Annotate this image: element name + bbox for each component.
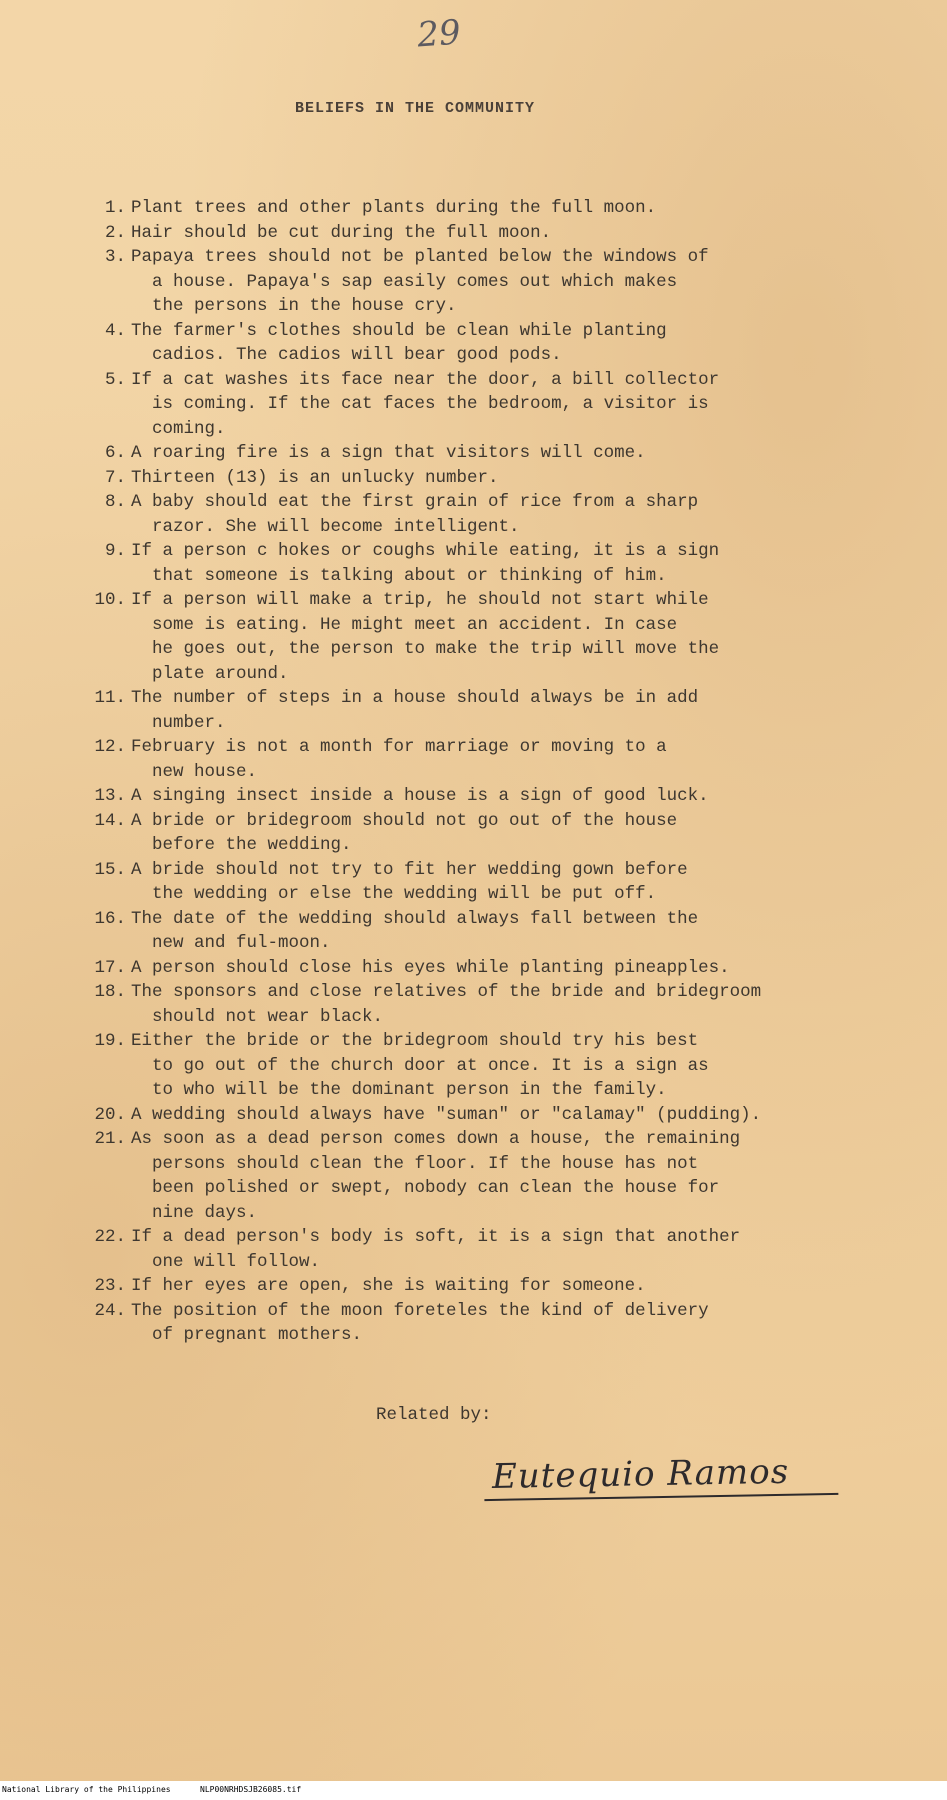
belief-text: The number of steps in a house should always be in add number. [131,688,699,733]
belief-item [70,980,920,1029]
scan-footer [0,1781,947,1800]
footer-file-name: NLP00NRHDSJB26085.tif [200,1785,302,1794]
belief-number: 9. [104,541,126,561]
belief-text: The position of the moon foreteles the kind of delivery of pregnant mothers. [131,1300,709,1345]
belief-number: 2. [104,222,126,243]
belief-item [70,1103,920,1128]
belief-text: A baby should eat the first grain of rice from a sharp razor. She will become intelligent. [131,492,699,537]
belief-number: 11. [94,688,126,708]
belief-text: The farmer's clothes should be clean while planting cadios. The cadios will bear good pods. [131,320,667,365]
belief-item [70,319,920,368]
belief-text: As soon as a dead person comes down a house, the remaining persons should clean the floor. If the house has not been polished or swept, nobody can clean the house for nine days. [131,1129,741,1223]
belief-text: February is not a month for marriage or moving to a new house. [131,737,667,782]
belief-item [70,490,920,539]
belief-number: 24. [94,1300,126,1321]
belief-text: Papaya trees should not be planted below the windows of a house. Papaya's sap easily comes out which makes the persons in the house cry. [131,247,709,316]
belief-text: A wedding should always have "suman" or "calamay" (pudding). [131,1104,762,1125]
belief-number: 4. [104,320,126,341]
belief-text: If her eyes are open, she is waiting for someone. [131,1276,646,1296]
belief-item [70,466,920,491]
page-number: 29 [416,12,462,56]
belief-item [70,245,920,319]
footer-library-name: National Library of the Philippines [2,1785,171,1794]
belief-number: 12. [94,737,126,757]
belief-item [70,784,920,809]
belief-text: A bride or bridegroom should not go out of the house before the wedding. [131,810,678,855]
belief-text: If a person will make a trip, he should not start while some is eating. He might meet an accident. In case he goes out, the person to make the trip will move the plate around. [131,590,720,684]
belief-item [70,196,920,221]
belief-text: Hair should be cut during the full moon. [131,222,552,243]
belief-number: 19. [94,1031,126,1051]
belief-number: 5. [104,369,126,390]
belief-text: The date of the wedding should always fall between the new and ful-moon. [131,908,699,953]
belief-text: A roaring fire is a sign that visitors will come. [131,443,646,463]
belief-item [70,221,920,246]
belief-number: 7. [104,467,126,488]
belief-number: 16. [94,908,126,929]
belief-item [70,539,920,588]
belief-text: If a dead person's body is soft, it is a sign that another one will follow. [131,1227,741,1272]
belief-number: 10. [94,590,126,610]
belief-item [70,1299,920,1348]
belief-item [70,368,920,442]
belief-item [70,686,920,735]
signature: Eutequio Ramos [484,1449,839,1501]
belief-text: Plant trees and other plants during the full moon. [131,198,657,218]
belief-number: 18. [94,982,126,1002]
belief-number: 3. [104,247,126,267]
belief-item [70,1029,920,1103]
belief-text: A person should close his eyes while planting pineapples. [131,957,730,978]
belief-number: 23. [94,1276,126,1296]
belief-item [70,956,920,981]
beliefs-list [70,196,920,1348]
belief-number: 20. [94,1104,126,1125]
belief-number: 14. [94,810,126,831]
belief-text: If a cat washes its face near the door, a bill collector is coming. If the cat faces the bedroom, a visitor is coming. [131,369,720,439]
belief-item [70,809,920,858]
belief-number: 13. [94,786,126,806]
belief-number: 22. [94,1227,126,1247]
related-by-label: Related by: [376,1405,492,1425]
belief-item [70,588,920,686]
belief-text: A bride should not try to fit her wedding gown before the wedding or else the wedding will be put off. [131,859,688,904]
belief-text: A singing insect inside a house is a sign of good luck. [131,786,709,806]
belief-number: 17. [94,957,126,978]
belief-number: 1. [104,198,126,218]
belief-text: Thirteen (13) is an unlucky number. [131,467,499,488]
belief-item [70,1274,920,1299]
belief-text: If a person c hokes or coughs while eating, it is a sign that someone is talking about or thinking of him. [131,541,720,586]
belief-number: 8. [104,492,126,512]
belief-item [70,441,920,466]
belief-number: 15. [94,859,126,880]
belief-item [70,858,920,907]
document-title: BELIEFS IN THE COMMUNITY [294,100,536,117]
belief-item [70,1127,920,1225]
belief-text: The sponsors and close relatives of the bride and bridegroom should not wear black. [131,982,762,1027]
belief-number: 6. [104,443,126,463]
belief-text: Either the bride or the bridegroom should try his best to go out of the church door at once. It is a sign as to who will be the dominant person in the family. [131,1031,709,1100]
belief-item [70,907,920,956]
belief-item [70,1225,920,1274]
belief-item [70,735,920,784]
belief-number: 21. [94,1129,126,1149]
